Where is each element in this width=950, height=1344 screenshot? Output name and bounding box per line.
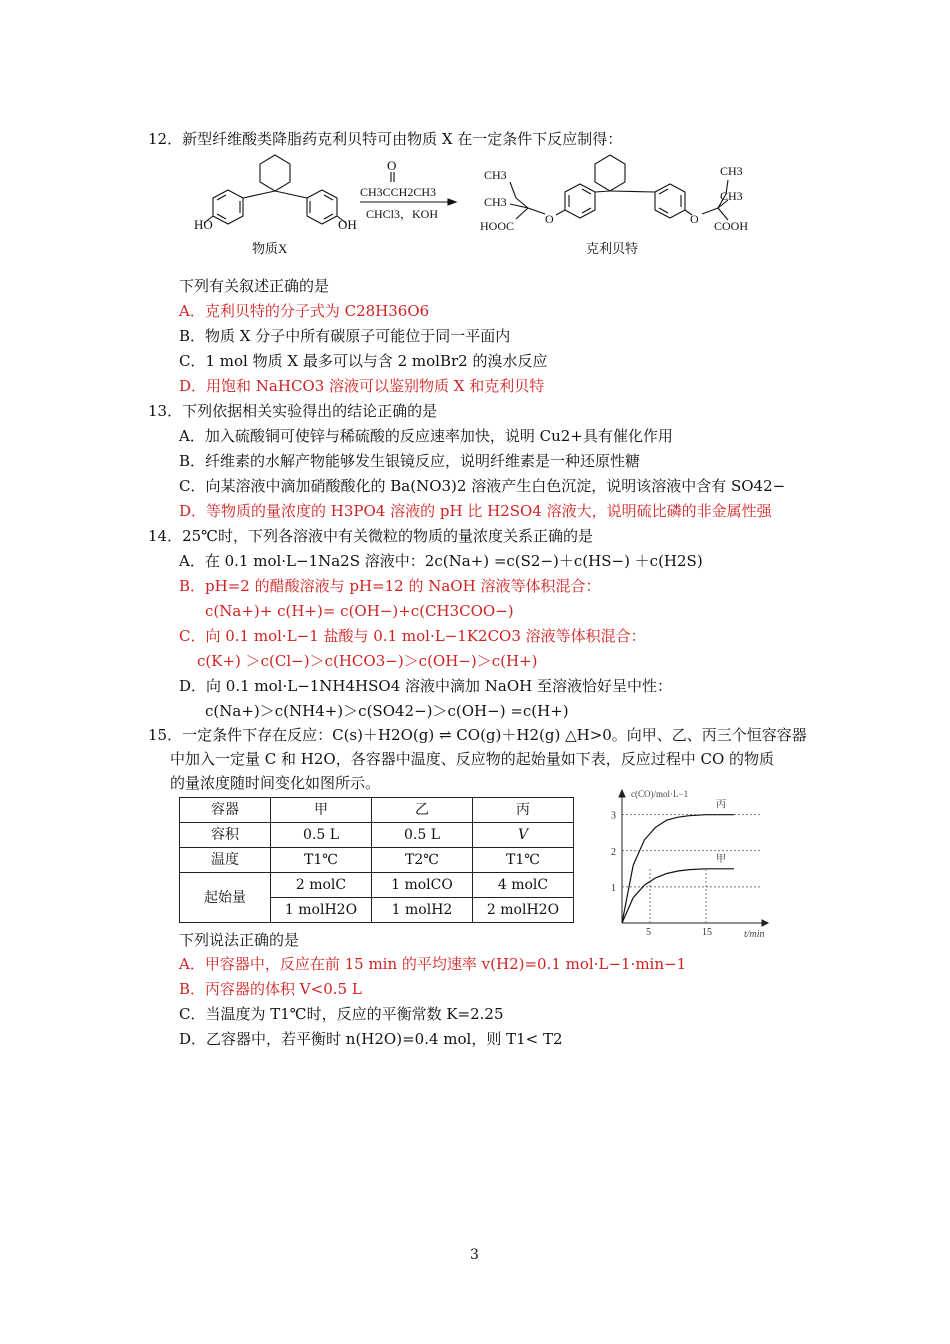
table-row [180,873,574,898]
hooc-label: HOOC [480,219,515,233]
q13-option-a: A．加入硫酸铜可使锌与稀硫酸的反应速率加快，说明 Cu2+具有催化作用 [179,427,673,445]
table-cell: 0.5 L [271,823,372,848]
q14-option-d-line2: c(Na+)＞c(NH4+)＞c(SO42−)＞c(OH−) =c(H+) [205,702,569,720]
q14-stem: 14．25℃时，下列各溶液中有关微粒的物质的量浓度关系正确的是 [148,527,593,545]
q13-option-b: B．纤维素的水解产物能够发生银镜反应，说明纤维素是一种还原性糖 [179,452,641,470]
q12-option-d: D．用饱和 NaHCO3 溶液可以鉴别物质 X 和克利贝特 [179,377,545,395]
q15-stem-line3: 的量浓度随时间变化如图所示。 [170,774,381,792]
table-row [180,848,574,873]
y-tick-label: 3 [611,810,616,822]
ch3-a: CH3 [484,168,507,182]
q13-option-d: D．等物质的量浓度的 H3PO4 溶液的 pH 比 H2SO4 溶液大，说明硫比磷的非金属性强 [179,502,772,520]
q15-option-c: C．当温度为 T1℃时，反应的平衡常数 K=2.25 [179,1005,504,1023]
reagent-o: O [387,158,397,173]
q12-option-c: C．1 mol 物质 X 最多可以与含 2 molBr2 的溴水反应 [179,352,548,370]
q15-conditions-table [179,797,574,923]
oh-label: OH [338,217,357,232]
o-atom-left: O [545,212,554,226]
q14-option-b-line2: c(Na+)+ c(H+)= c(OH−)+c(CH3COO−) [205,602,514,620]
table-cell: 起始量 [180,873,271,923]
chart-ylabel: c(CO)/mol·L−1 [631,789,689,799]
q12-prompt: 下列有关叙述正确的是 [179,277,330,295]
reaction-conditions: CHCl3，KOH [366,207,439,221]
q12-option-b: B．物质 X 分子中所有碳原子可能位于同一平面内 [179,327,511,345]
q14-option-c-line2: c(K+) ＞c(Cl−)＞c(HCO3−)＞c(OH−)＞c(H+) [197,652,538,670]
y-tick-label: 2 [611,846,616,858]
x-tick-label: 5 [646,927,651,938]
o-atom-right: O [690,212,699,226]
table-cell: 温度 [180,848,271,873]
ho-label: HO [194,217,213,232]
q12-stem: 12．新型纤维酸类降脂药克利贝特可由物质 X 在一定条件下反应制得： [148,130,623,148]
co-concentration-chart [600,783,785,943]
table-cell: 容积 [180,823,271,848]
chart-xlabel: t/min [744,929,765,940]
table-cell: 1 molH2O [271,898,372,923]
table-cell: 1 molCO [372,873,473,898]
label-clinofibrate: 克利贝特 [586,241,639,256]
reagent-formula: CH3CCH2CH3 [360,185,437,199]
q15-prompt: 下列说法正确的是 [179,931,300,949]
table-cell: T1℃ [271,848,372,873]
ch3-c: CH3 [720,164,743,178]
table-cell: 1 molH2 [372,898,473,923]
table-cell: 4 molC [473,873,574,898]
ch3-b: CH3 [484,195,507,209]
q15-stem-line2: 中加入一定量 C 和 H2O，各容器中温度、反应物的起始量如下表，反应过程中 CO 的物质 [170,750,775,768]
table-header: 容器 [180,798,271,823]
cooh-label: COOH [714,219,749,233]
table-header: 甲 [271,798,372,823]
series-label: 甲 [716,853,726,865]
series-line [622,869,734,923]
q13-option-c: C．向某溶液中滴加硝酸酸化的 Ba(NO3)2 溶液产生白色沉淀，说明该溶液中含有 SO42− [179,477,786,495]
q14-option-b-line1: B．pH=2 的醋酸溶液与 pH=12 的 NaOH 溶液等体积混合： [179,577,601,595]
table-header: 丙 [473,798,574,823]
y-tick-label: 1 [611,882,616,894]
table-row [180,798,574,823]
table-cell: T2℃ [372,848,473,873]
table-header: 乙 [372,798,473,823]
table-cell: 0.5 L [372,823,473,848]
q12-option-a: A．克利贝特的分子式为 C28H36O6 [179,302,430,320]
q15-stem-line1: 15．一定条件下存在反应：C(s)＋H2O(g) ⇌ CO(g)＋H2(g) △H>0。向甲、乙、丙三个恒容容器 [148,726,807,744]
q15-option-a: A．甲容器中，反应在前 15 min 的平均速率 v(H2)=0.1 mol·L−1·min−1 [179,955,687,973]
q12-reaction-scheme [180,150,780,265]
q14-option-c-line1: C．向 0.1 mol·L−1 盐酸与 0.1 mol·L−1K2CO3 溶液等体积混合： [179,627,646,645]
page-number: 3 [470,1247,479,1263]
table-cell: 2 molC [271,873,372,898]
q15-option-b: B．丙容器的体积 V<0.5 L [179,980,362,998]
ch3-d: CH3 [720,189,743,203]
table-row [180,823,574,848]
series-label: 丙 [716,799,726,811]
table-cell: T1℃ [473,848,574,873]
label-substance-x: 物质X [252,241,288,256]
q14-option-a: A．在 0.1 mol·L−1Na2S 溶液中：2c(Na+) =c(S2−)＋c(HS−) ＋c(H2S) [179,552,703,570]
table-cell: 2 molH2O [473,898,574,923]
x-tick-label: 15 [702,927,712,938]
table-cell: V [473,823,574,848]
q13-stem: 13．下列依据相关实验得出的结论正确的是 [148,402,438,420]
q15-option-d: D．乙容器中，若平衡时 n(H2O)=0.4 mol，则 T1< T2 [179,1030,563,1048]
q14-option-d-line1: D．向 0.1 mol·L−1NH4HSO4 溶液中滴加 NaOH 至溶液恰好呈中性： [179,677,673,695]
